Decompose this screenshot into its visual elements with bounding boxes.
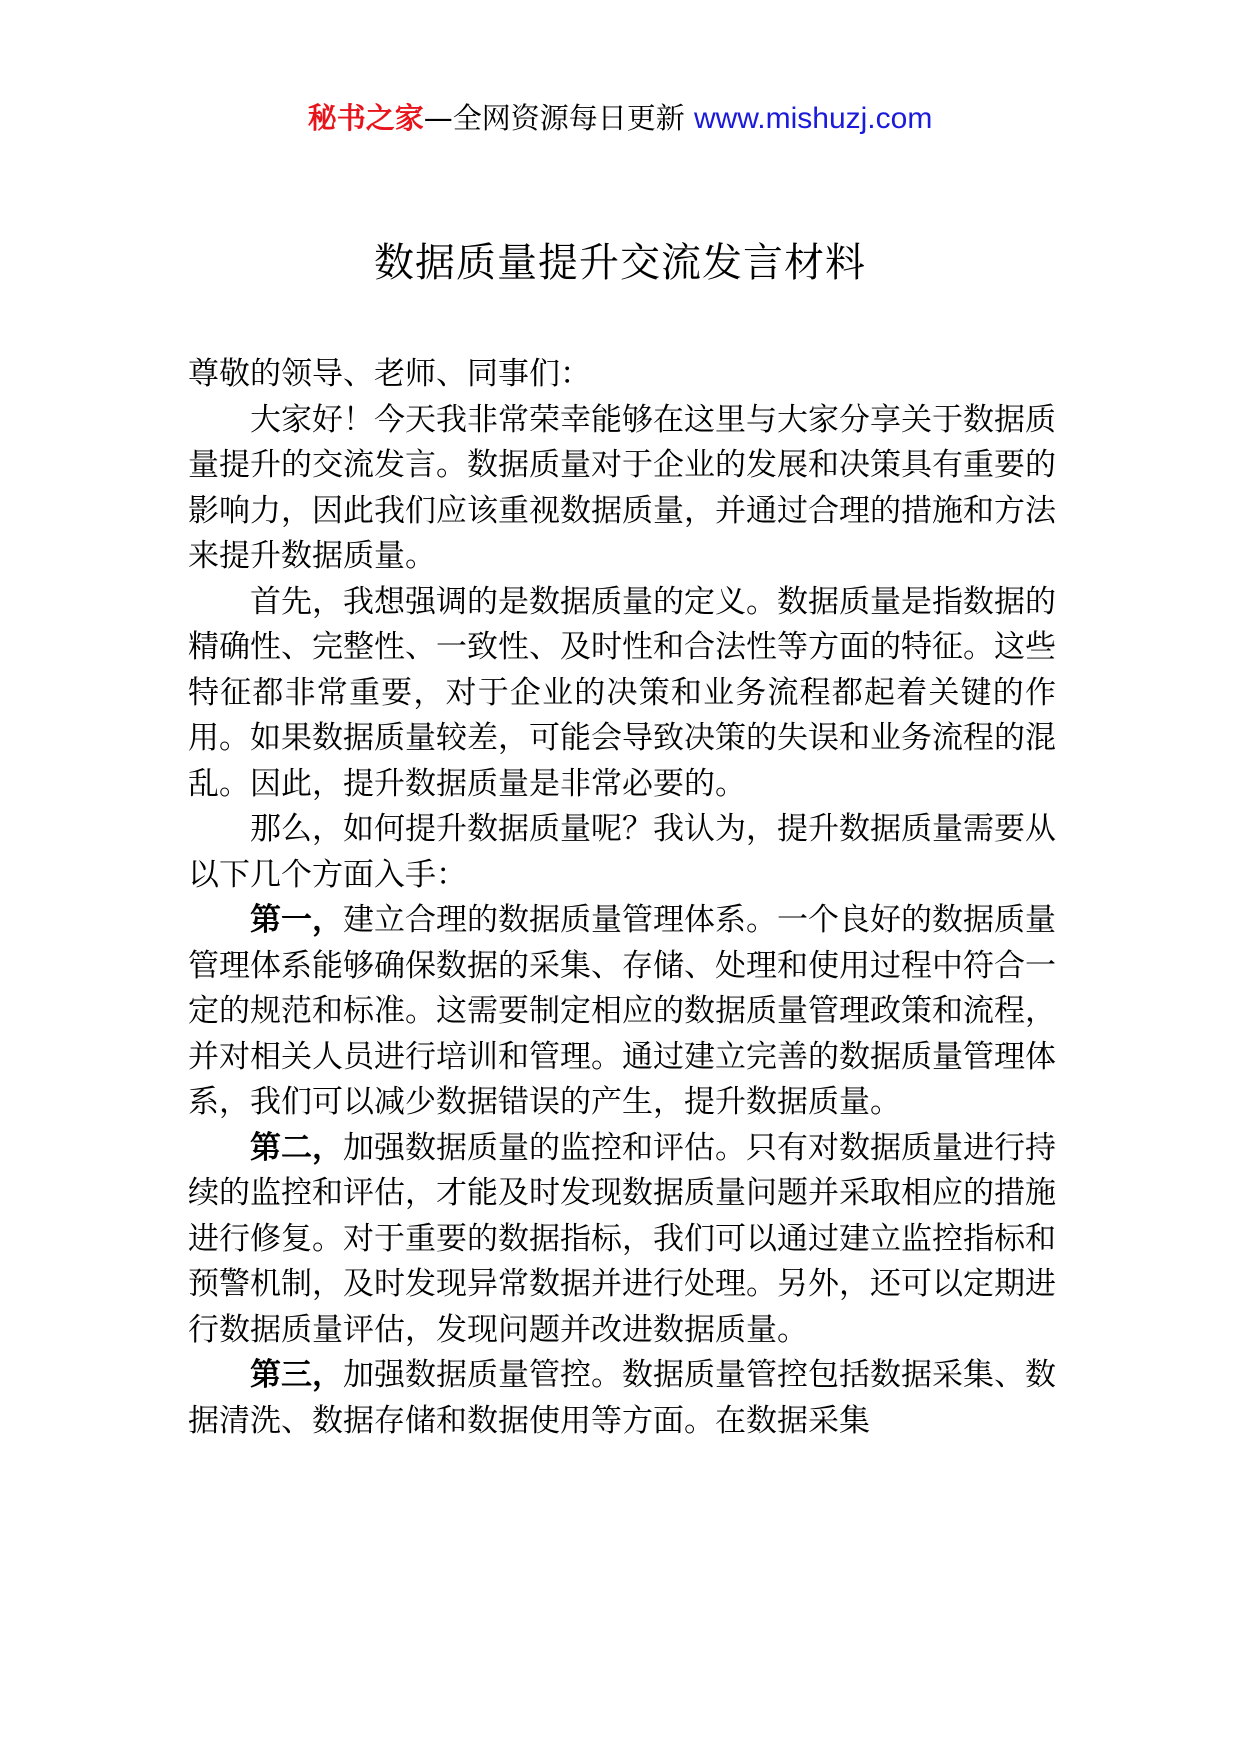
paragraph-greeting: 大家好！今天我非常荣幸能够在这里与大家分享关于数据质量提升的交流发言。数据质量对于企业的发展和决策具有重要的影响力，因此我们应该重视数据质量，并通过合理的措施和方法来提升数据质量。 xyxy=(188,401,1056,574)
site-tagline: —全网资源每日更新 xyxy=(423,101,685,135)
site-url-link[interactable]: www.mishuzj.com xyxy=(693,102,933,135)
point-third-lead: 第三， xyxy=(250,1357,343,1393)
document-body xyxy=(188,352,1056,1444)
point-first-text: 建立合理的数据质量管理体系。一个良好的数据质量管理体系能够确保数据的采集、存储、处理和使用过程中符合一定的规范和标准。这需要制定相应的数据质量管理政策和流程，并对相关人员进行培训和管理。通过建立完善的数据质量管理体系，我们可以减少数据错误的产生，提升数据质量。 xyxy=(188,902,1056,1120)
point-third xyxy=(188,1353,1056,1444)
document-title: 数据质量提升交流发言材料 xyxy=(374,240,866,286)
brand-name: 秘书之家 xyxy=(307,101,424,135)
point-second xyxy=(188,1126,1056,1354)
point-second-lead: 第二， xyxy=(250,1129,343,1166)
point-first xyxy=(188,898,1056,1126)
paragraph-question: 那么，如何提升数据质量呢？我认为，提升数据质量需要从以下几个方面入手： xyxy=(188,811,1056,893)
site-header xyxy=(0,98,1240,139)
paragraph-definition: 首先，我想强调的是数据质量的定义。数据质量是指数据的精确性、完整性、一致性、及时性和合法性等方面的特征。这些特征都非常重要，对于企业的决策和业务流程都起着关键的作用。如果数据质量较差，可能会导致决策的失误和业务流程的混乱。因此，提升数据质量是非常必要的。 xyxy=(188,583,1056,802)
point-third-text: 加强数据质量管控。数据质量管控包括数据采集、数据清洗、数据存储和数据使用等方面。在数据采集 xyxy=(188,1357,1056,1439)
point-second-text: 加强数据质量的监控和评估。只有对数据质量进行持续的监控和评估，才能及时发现数据质量问题并采取相应的措施进行修复。对于重要的数据指标，我们可以通过建立监控指标和预警机制，及时发现异常数据并进行处理。另外，还可以定期进行数据质量评估，发现问题并改进数据质量。 xyxy=(188,1129,1056,1348)
salutation: 尊敬的领导、老师、同事们： xyxy=(188,356,591,392)
point-first-lead: 第一， xyxy=(250,902,343,938)
